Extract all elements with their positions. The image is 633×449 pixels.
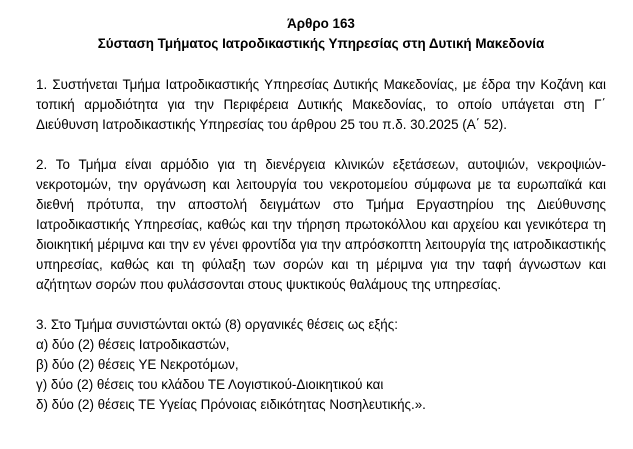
article-number: Άρθρο 163 <box>287 16 355 31</box>
spacer <box>36 135 606 155</box>
document-page <box>36 14 606 415</box>
paragraph-2: 2. Το Τμήμα είναι αρμόδιο για τη διενέργεια κλινικών εξετάσεων, αυτοψιών, νεκροψιών-νεκροτομών, την οργάνωση και λειτουργία του νεκροτομείου σύμφωνα με τα ευρωπαϊκά και διεθνή πρότυπα, την αποστολή δειγμάτων στο Τμήμα Εργαστηρίου της Διεύθυνσης Ιατροδικαστικής Υπηρεσίας, καθώς και την τήρηση πρωτοκόλλου και αρχείου και γενικότερα τη διοικητική μέριμνα και την εν γένει φροντίδα για την απρόσκοπτη λειτουργία της ιατροδικαστικής υπηρεσίας, καθώς και τη φύλαξη των σορών και τη μέριμνα για την ταφή άγνωστων και αζήτητων σορών που φυλάσσονται στους ψυκτικούς θαλάμους της υπηρεσίας. <box>36 157 606 292</box>
list-item: α) δύο (2) θέσεις Ιατροδικαστών, <box>36 337 230 352</box>
list-item: γ) δύο (2) θέσεις του κλάδου ΤΕ Λογιστικού-Διοικητικού και <box>36 377 384 392</box>
spacer <box>36 54 606 75</box>
list-item: β) δύο (2) θέσεις ΥΕ Νεκροτόμων, <box>36 357 239 372</box>
paragraph-3-intro: 3. Στο Τμήμα συνιστώνται οκτώ (8) οργανικές θέσεις ως εξής: <box>36 317 398 332</box>
paragraph-1: 1. Συστήνεται Τμήμα Ιατροδικαστικής Υπηρεσίας Δυτικής Μακεδονίας, με έδρα την Κοζάνη και τοπική αρμοδιότητα για την Περιφέρεια Δυτικής Μακεδονίας, το οποίο υπάγεται στη Γ΄ Διεύθυνση Ιατροδικαστικής Υπηρεσίας του άρθρου 25 του π.δ. 30.2025 (Α΄ 52). <box>36 77 606 132</box>
list-item: δ) δύο (2) θέσεις ΤΕ Υγείας Πρόνοιας ειδικότητας Νοσηλευτικής.». <box>36 397 426 412</box>
spacer <box>36 295 606 315</box>
article-title: Σύσταση Τμήματος Ιατροδικαστικής Υπηρεσίας στη Δυτική Μακεδονία <box>97 36 545 51</box>
